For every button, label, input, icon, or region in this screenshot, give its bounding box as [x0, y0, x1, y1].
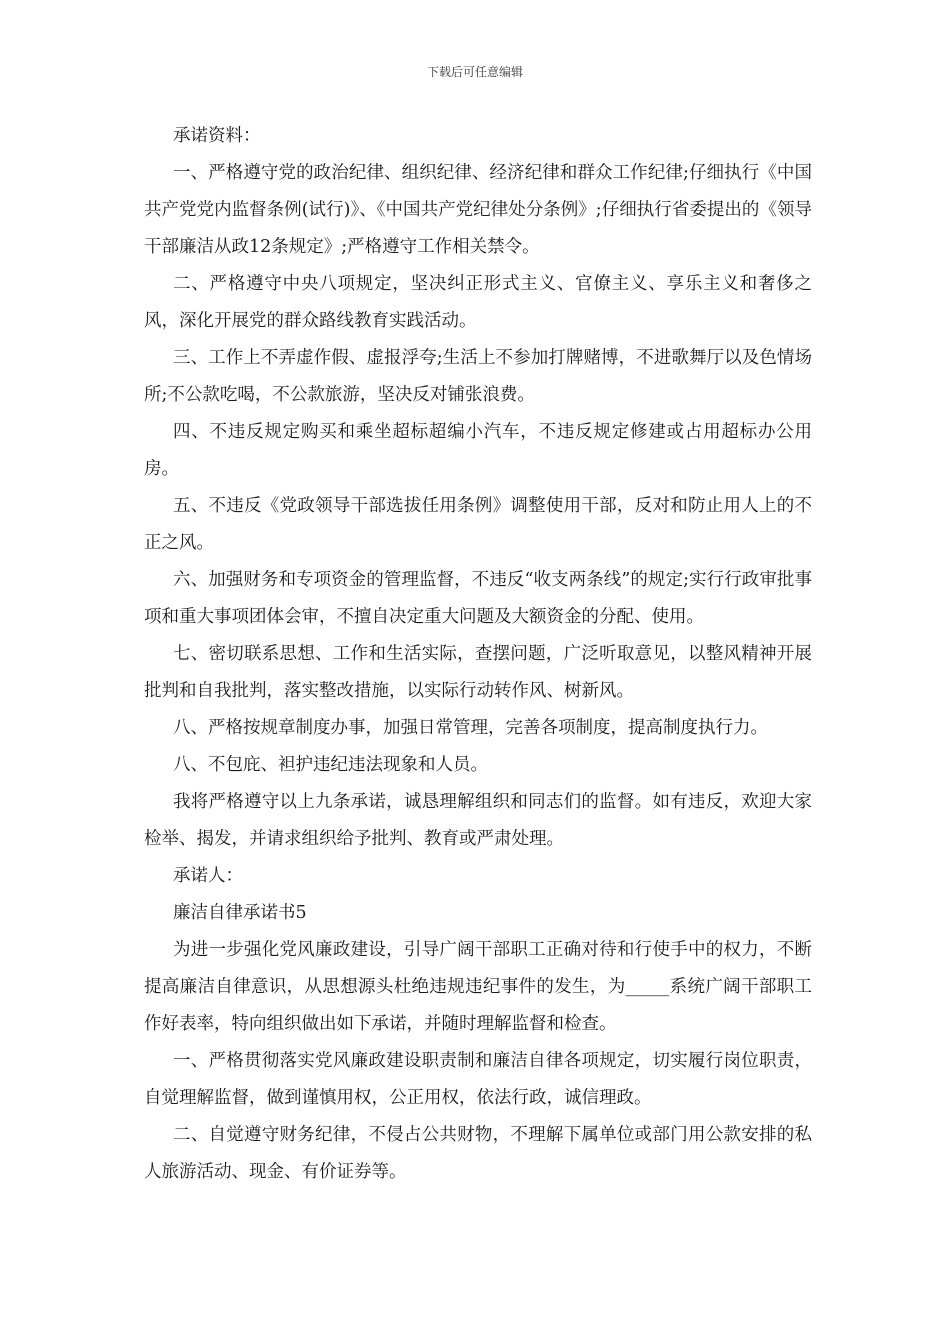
paragraph-item-2: 二、严格遵守中央八项规定，坚决纠正形式主义、官僚主义、享乐主义和奢侈之风，深化开展党的群众路线教育实践活动。: [144, 274, 812, 331]
paragraph-commitment-heading: 承诺资料：: [173, 126, 261, 146]
paragraph-item-8: 八、严格按规章制度办事，加强日常管理，完善各项制度，提高制度执行力。: [173, 718, 768, 738]
paragraph-signatory: 承诺人：: [173, 866, 243, 886]
paragraph-item-6: 六、加强财务和专项资金的管理监督，不违反“收支两条线”的规定;实行行政审批事项和重大事项团体会审，不擅自决定重大问题及大额资金的分配、使用。: [144, 570, 812, 627]
paragraph-pledge-summary: 我将严格遵守以上九条承诺，诚恳理解组织和同志们的监督。如有违反，欢迎大家检举、揭发，并请求组织给予批判、教育或严肃处理。: [144, 792, 812, 849]
paragraph-item-4: 四、不违反规定购买和乘坐超标超编小汽车，不违反规定修建或占用超标办公用房。: [144, 422, 812, 479]
paragraph-section2-item-1: 一、严格贯彻落实党风廉政建设职责制和廉洁自律各项规定，切实履行岗位职责，自觉理解监督，做到谨慎用权，公正用权，依法行政，诚信理政。: [144, 1051, 812, 1108]
document-body: [144, 118, 812, 1191]
section-title: 廉洁自律承诺书5: [173, 903, 307, 923]
paragraph-item-8b: 八、不包庇、袒护违纪违法现象和人员。: [173, 755, 488, 775]
page-header-note: 下载后可任意编辑: [426, 65, 523, 79]
paragraph-intro: 为进一步强化党风廉政建设，引导广阔干部职工正确对待和行使手中的权力，不断提高廉洁自律意识，从思想源头杜绝违规违纪事件的发生，为_____系统广阔干部职工作好表率，特向组织做出如下承诺，并随时理解监督和检查。: [144, 940, 812, 1034]
paragraph-section2-item-2: 二、自觉遵守财务纪律，不侵占公共财物，不理解下属单位或部门用公款安排的私人旅游活动、现金、有价证券等。: [144, 1125, 812, 1182]
paragraph-item-7: 七、密切联系思想、工作和生活实际，查摆问题，广泛听取意见，以整风精神开展批判和自我批判，落实整改措施，以实际行动转作风、树新风。: [144, 644, 812, 701]
paragraph-item-3: 三、工作上不弄虚作假、虚报浮夸;生活上不参加打牌赌博，不进歌舞厅以及色情场所;不公款吃喝，不公款旅游，坚决反对铺张浪费。: [144, 348, 812, 405]
paragraph-item-1: 一、严格遵守党的政治纪律、组织纪律、经济纪律和群众工作纪律;仔细执行《中国共产党党内监督条例(试行)》、《中国共产党纪律处分条例》;仔细执行省委提出的《领导干部廉洁从政12条规定》;严格遵守工作相关禁令。: [144, 163, 812, 257]
paragraph-item-5: 五、不违反《党政领导干部选拔任用条例》调整使用干部，反对和防止用人上的不正之风。: [144, 496, 812, 553]
